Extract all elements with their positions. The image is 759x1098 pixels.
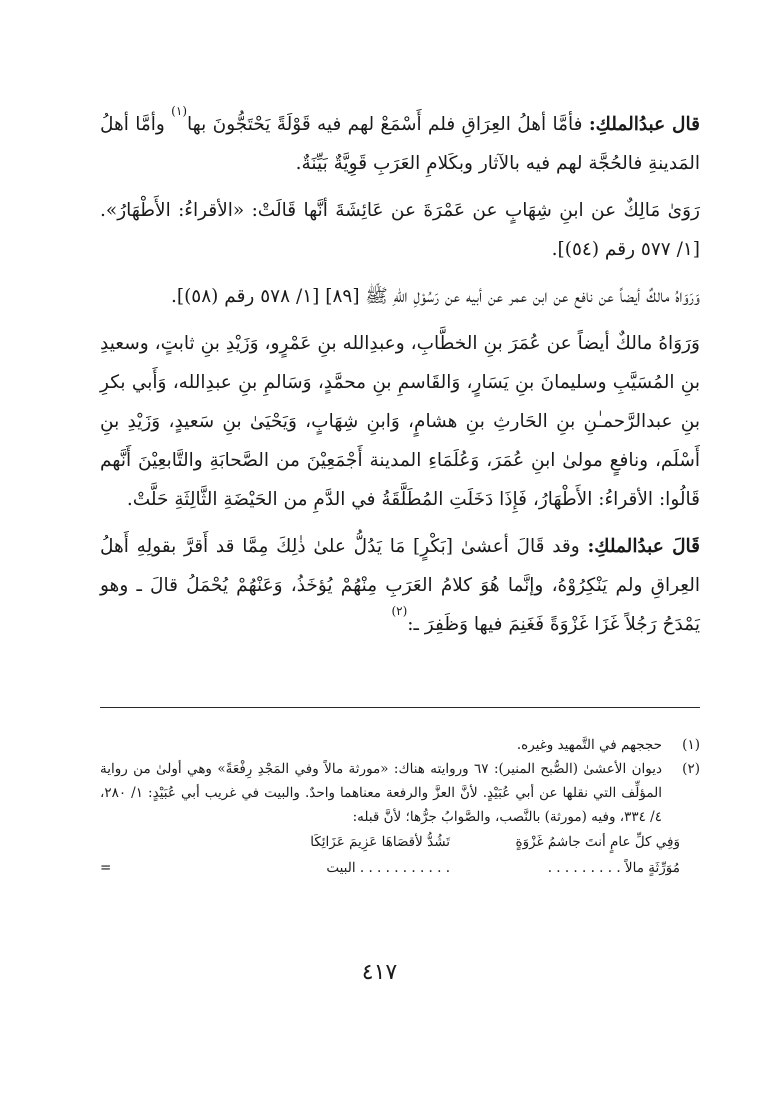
continuation-mark <box>100 829 220 855</box>
footnote-ref[interactable]: (٢) <box>391 604 408 618</box>
continuation-mark: = <box>100 860 112 876</box>
paragraph-text: وَرَوَاهُ مالكٌ أيضاً عن نافع عن ابن عمر عن أبيه عن رَسُوْلِ اللهِ ﷺ [٨٩] [١/ ٥٧٨ رقم (٥٨)]. <box>170 286 700 307</box>
verse-line <box>100 829 680 855</box>
footnote-number: (٢) <box>682 761 700 777</box>
verse-hemistich-second: . . . . . . . . . . . البيت <box>326 860 450 876</box>
footnote-text: حججهم في التَّمهيد وغيره. <box>516 737 662 753</box>
verse-hemistich-first: مُوَرِّثَةٍ مالاً . . . . . . . . . <box>547 860 680 876</box>
footnote-ref[interactable]: (١) <box>171 104 187 118</box>
page-number: ٤١٧ <box>361 960 398 985</box>
paragraph-text-continued: وأمَّا أهلُ المَدينةِ فالحُجَّة لهم فيه بالآثار وبكَلامِ العَرَبِ قَوِيَّةٌ بَيِّنَةٌ. <box>100 114 700 174</box>
paragraph-text: وقد قَالَ أعشىٰ [بَكْرٍ] مَا يَدُلُّ علىٰ ذٰلِكَ مِمَّا قد أَقرَّ بقولِهِ أَهلُ العِراقِ ولم يَنْكِرُوْهُ، وإنَّما هُوَ كلامُ العَرَبِ مِنْهُمْ يُؤخَذُ، وَعَنْهُمْ يُحْمَلُ قالَ ـ وهو يَمْدَحُ رَجُلاً غَزَا غَزْوَةً فَغَنِمَ فيها وَظَفِرَ ـ: <box>100 536 700 635</box>
footnotes <box>100 733 700 881</box>
paragraph-2 <box>100 191 700 269</box>
verse-hemistich-second: تَشُدُّ لأقصَاهَا عَزِيمَ عَزَائِكَا <box>310 834 450 850</box>
footnote-2 <box>100 757 700 829</box>
footnote-number: (١) <box>682 737 700 753</box>
paragraph-3 <box>100 277 700 316</box>
verse-line <box>100 855 680 881</box>
speaker-label: قَالَ عبدُالملكِ: <box>587 536 700 557</box>
verse-hemistich-first: وَفِي كلِّ عامٍ أنتَ جاشمُ غَزْوَةٍ <box>515 834 680 850</box>
paragraph-text: وَرَوَاهُ مالكٌ أيضاً عن عُمَرَ بنِ الخطَّابِ، وعبدِالله بنِ عَمْرٍو، وَزَيْدِ بنِ ثابتٍ، وسعيدِ بنِ المُسَيَّبِ وسليمانَ بنِ يَسَارٍ، وَالقَاسمِ بنِ محمَّدٍ، وَسَالمِ بنِ عبدِالله، وَأَبي بكرِ بنِ عبدالرَّحمـٰنِ بنِ الحَارثِ بنِ هشامٍ، وَابنِ شِهَابٍ، وَيَحْيَىٰ بنِ سَعيدٍ، وَزَيْدِ بنِ أَسْلَم، ونافعٍ مولىٰ ابنِ عُمَرَ، وَعُلَمَاءِ المدينة أَجْمَعِيْنَ من الصَّحابَةِ والتَّابعِيْنَ أَنَّهم قَالُوا: الأقراءُ: الأَطْهَارُ، فَإِذَا دَخَلَتِ المُطَلَّقَةُ في الدَّمِ من الحَيْضَةِ الثَّالِثَةِ حَلَّتْ. <box>100 333 700 510</box>
paragraph-text: فأمَّا أهلُ العِرَاقِ فلم أَسْمَعْ لهم فيه قَوْلَةً يَحْتَجُّونَ بها <box>187 114 583 135</box>
speaker-label: قال عبدُالملكِ: <box>588 114 700 135</box>
paragraph-1 <box>100 105 700 183</box>
footnote-1 <box>100 733 700 757</box>
paragraph-text: رَوَىٰ مَالِكٌ عن ابنِ شِهَابٍ عن عَمْرَةَ عن عَائِشَةَ أنَّها قَالَتْ: «الأقراءُ: الأَطْهَارُ». [١/ ٥٧٧ رقم (٥٤)]. <box>100 200 700 260</box>
paragraph-4 <box>100 324 700 519</box>
paragraph-5 <box>100 527 700 644</box>
footnote-text: ديوان الأعشىٰ (الصُّبح المنير): ٦٧ وروايته هناك: «مورثة مالاً وفي المَجْدِ رِفْعَةً» وهي أولىٰ من رواية المؤلِّف التي نقلها عن أبي عُبَيْدٍ. لأنَّ العزَّ والرفعة معناهما واحدٌ. والبيت في غريب أبي عُبَيْدٍ: ١/ ٢٨٠، ٤/ ٣٣٤، وفيه (مورثة) بالنَّصب، والصَّوابُ جرُّها؛ لأنَّ قبله: <box>100 761 662 825</box>
poem-verses <box>100 829 680 881</box>
footnote-divider <box>100 707 700 708</box>
main-text <box>100 105 700 652</box>
